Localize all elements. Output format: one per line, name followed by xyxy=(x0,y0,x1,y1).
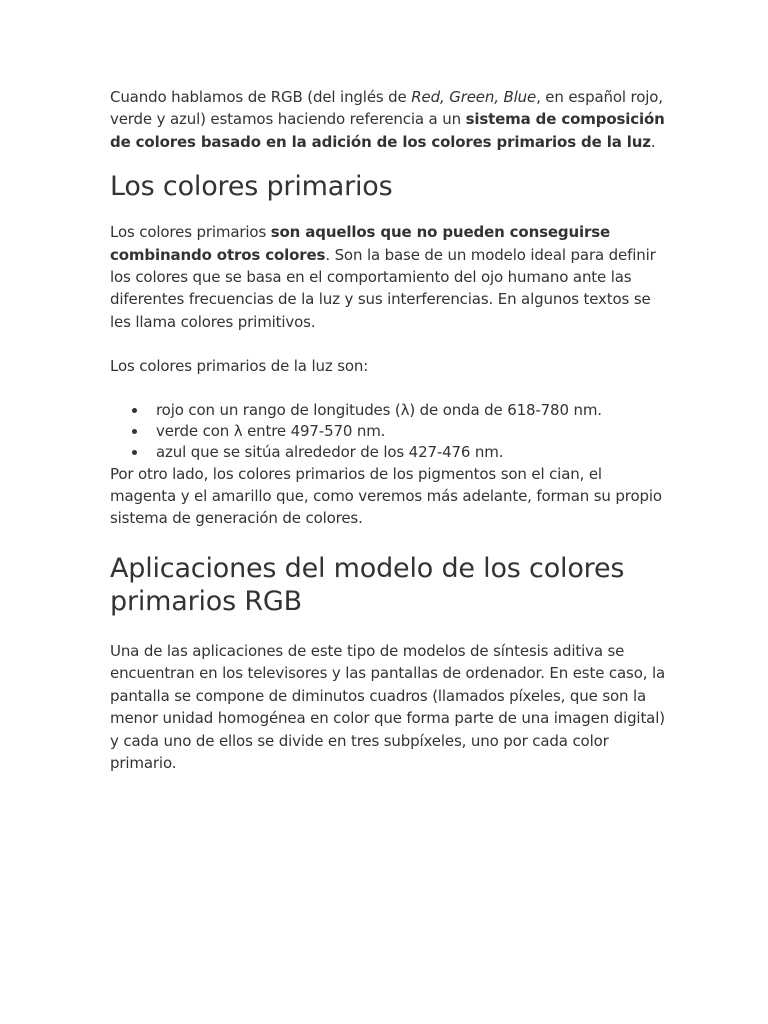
heading-colores-primarios: Los colores primarios xyxy=(110,171,393,203)
light-primaries-intro: Los colores primarios de la luz son: xyxy=(110,357,369,376)
intro-italic-text: Red, Green, Blue xyxy=(411,88,537,106)
list-item-text: azul que se sitúa alrededor de los 427-476 nm. xyxy=(156,442,504,461)
bullet-icon xyxy=(132,429,137,434)
list-item-text: rojo con un rango de longitudes (λ) de onda de 618-780 nm. xyxy=(156,400,602,419)
list-item xyxy=(156,400,670,421)
applications-paragraph: Una de las aplicaciones de este tipo de modelos de síntesis aditiva se encuentran en los televisores y las pantallas de ordenador. En este caso, la pantalla se compone de diminutos cuadros (llamados píxeles, que son la menor unidad homogénea en color que forma parte de una imagen digital) y cada uno de ellos se divide en tres subpíxeles, uno por cada color primario. xyxy=(110,641,666,772)
pigments-paragraph: Por otro lado, los colores primarios de los pigmentos son el cian, el magenta y el amarillo que, como veremos más adelante, forman su propio sistema de generación de colores. xyxy=(110,464,662,528)
list-item xyxy=(156,442,670,463)
definition-text-3: . Son la base de un modelo ideal para definir los colores que se basa en el comportamiento del ojo humano ante las diferentes frecuencias de la luz y sus interferencias. En algunos textos se les llama colores primitivos. xyxy=(110,245,656,331)
light-primaries-list xyxy=(110,400,670,463)
bullet-icon xyxy=(132,408,137,413)
intro-paragraph xyxy=(110,86,670,153)
bullet-icon xyxy=(132,450,137,455)
definition-text-1: Los colores primarios xyxy=(110,223,271,242)
definition-bold-text: son aquellos que no pueden conseguirse combinando otros colores xyxy=(110,223,611,264)
definition-paragraph xyxy=(110,221,670,333)
intro-text-5: . xyxy=(650,132,656,151)
document-body xyxy=(110,86,670,774)
list-item-text: verde con λ entre 497-570 nm. xyxy=(156,421,386,440)
intro-bold-text: sistema de composición de colores basado en la adición de los colores primarios de la luz xyxy=(110,110,665,151)
list-item xyxy=(156,421,670,442)
heading-aplicaciones: Aplicaciones del modelo de los colores primarios RGB xyxy=(110,552,625,617)
intro-text-1: Cuando hablamos de RGB (del inglés de xyxy=(110,88,412,106)
intro-text-3: , en español rojo, verde y azul) estamos haciendo referencia a un xyxy=(110,88,663,129)
